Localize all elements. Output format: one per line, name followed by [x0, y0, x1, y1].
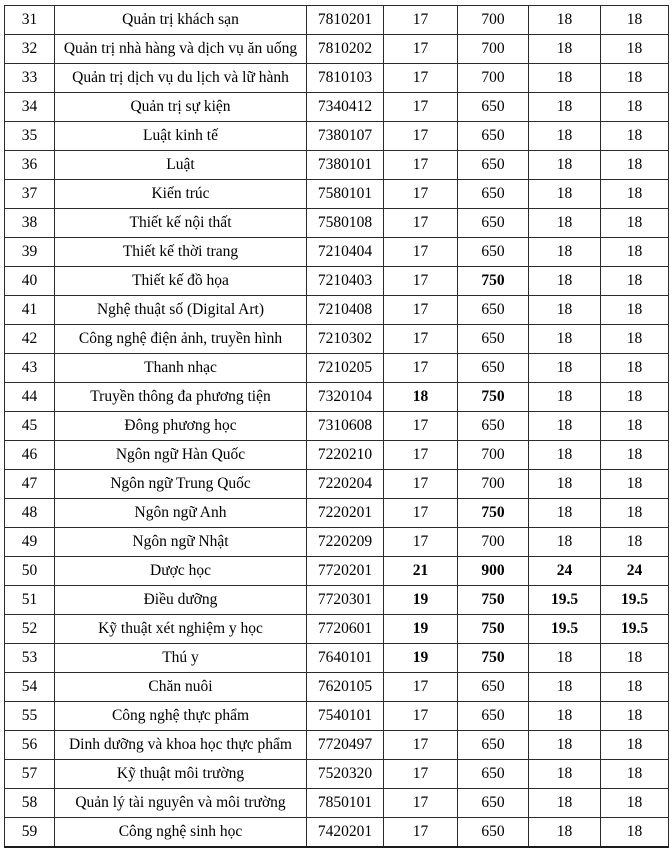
- score-cell-4: 18: [601, 151, 669, 180]
- row-number-cell: 32: [5, 35, 55, 64]
- score-cell-2: 650: [458, 354, 529, 383]
- row-number-cell: 54: [5, 673, 55, 702]
- major-code-cell: 7720497: [307, 731, 384, 760]
- major-name-cell: Kỹ thuật xét nghiệm y học: [55, 615, 307, 644]
- major-name-cell: Thiết kế nội thất: [55, 209, 307, 238]
- major-name-cell: Công nghệ sinh học: [55, 818, 307, 848]
- score-cell-4: 18: [601, 731, 669, 760]
- row-number-cell: 58: [5, 789, 55, 818]
- major-name-cell: Quản trị nhà hàng và dịch vụ ăn uống: [55, 35, 307, 64]
- score-cell-3: 18: [529, 731, 601, 760]
- row-number-cell: 37: [5, 180, 55, 209]
- table-row: [5, 586, 669, 615]
- score-cell-4: 18: [601, 296, 669, 325]
- score-cell-1: 17: [384, 760, 458, 789]
- score-cell-3: 18: [529, 238, 601, 267]
- score-cell-4: 19.5: [601, 586, 669, 615]
- major-code-cell: 7210408: [307, 296, 384, 325]
- score-cell-3: 18: [529, 818, 601, 848]
- row-number-cell: 40: [5, 267, 55, 296]
- major-name-cell: Thanh nhạc: [55, 354, 307, 383]
- score-cell-2: 650: [458, 818, 529, 848]
- row-number-cell: 45: [5, 412, 55, 441]
- score-cell-4: 18: [601, 267, 669, 296]
- score-cell-2: 650: [458, 180, 529, 209]
- major-code-cell: 7810103: [307, 64, 384, 93]
- major-name-cell: Ngôn ngữ Nhật: [55, 528, 307, 557]
- score-cell-1: 17: [384, 470, 458, 499]
- major-code-cell: 7380101: [307, 151, 384, 180]
- table-row: [5, 151, 669, 180]
- score-cell-3: 18: [529, 93, 601, 122]
- score-cell-2: 750: [458, 383, 529, 412]
- score-cell-4: 18: [601, 180, 669, 209]
- score-cell-2: 650: [458, 238, 529, 267]
- row-number-cell: 43: [5, 354, 55, 383]
- major-name-cell: Công nghệ thực phẩm: [55, 702, 307, 731]
- table-row: [5, 180, 669, 209]
- score-cell-3: 18: [529, 673, 601, 702]
- score-cell-1: 17: [384, 325, 458, 354]
- score-cell-2: 650: [458, 789, 529, 818]
- major-name-cell: Điều dưỡng: [55, 586, 307, 615]
- score-cell-3: 18: [529, 122, 601, 151]
- table-row: [5, 412, 669, 441]
- score-cell-3: 18: [529, 267, 601, 296]
- score-cell-2: 650: [458, 412, 529, 441]
- table-row: [5, 644, 669, 673]
- score-cell-1: 17: [384, 151, 458, 180]
- score-cell-3: 18: [529, 644, 601, 673]
- major-code-cell: 7210403: [307, 267, 384, 296]
- table-row: [5, 64, 669, 93]
- score-cell-4: 18: [601, 673, 669, 702]
- score-cell-3: 18: [529, 209, 601, 238]
- table-body: [5, 6, 669, 848]
- major-name-cell: Chăn nuôi: [55, 673, 307, 702]
- table-row: [5, 673, 669, 702]
- row-number-cell: 57: [5, 760, 55, 789]
- row-number-cell: 47: [5, 470, 55, 499]
- score-cell-2: 650: [458, 325, 529, 354]
- major-code-cell: 7340412: [307, 93, 384, 122]
- major-name-cell: Nghệ thuật số (Digital Art): [55, 296, 307, 325]
- score-cell-3: 19.5: [529, 615, 601, 644]
- score-cell-1: 17: [384, 122, 458, 151]
- score-cell-1: 19: [384, 644, 458, 673]
- major-code-cell: 7320104: [307, 383, 384, 412]
- score-cell-4: 18: [601, 64, 669, 93]
- major-code-cell: 7220210: [307, 441, 384, 470]
- score-cell-2: 750: [458, 644, 529, 673]
- major-code-cell: 7620105: [307, 673, 384, 702]
- score-cell-2: 750: [458, 499, 529, 528]
- major-name-cell: Dược học: [55, 557, 307, 586]
- score-cell-1: 17: [384, 93, 458, 122]
- score-cell-4: 18: [601, 818, 669, 848]
- major-code-cell: 7540101: [307, 702, 384, 731]
- table-row: [5, 238, 669, 267]
- table-row: [5, 789, 669, 818]
- major-name-cell: Quản trị dịch vụ du lịch và lữ hành: [55, 64, 307, 93]
- major-name-cell: Luật: [55, 151, 307, 180]
- score-cell-4: 18: [601, 383, 669, 412]
- score-cell-4: 18: [601, 528, 669, 557]
- table-row: [5, 6, 669, 35]
- score-cell-2: 650: [458, 122, 529, 151]
- score-cell-4: 18: [601, 93, 669, 122]
- major-code-cell: 7210205: [307, 354, 384, 383]
- major-code-cell: 7850101: [307, 789, 384, 818]
- score-cell-2: 650: [458, 760, 529, 789]
- major-name-cell: Truyền thông đa phương tiện: [55, 383, 307, 412]
- score-cell-1: 17: [384, 702, 458, 731]
- major-code-cell: 7220209: [307, 528, 384, 557]
- major-name-cell: Công nghệ điện ảnh, truyền hình: [55, 325, 307, 354]
- score-cell-1: 19: [384, 586, 458, 615]
- score-cell-2: 750: [458, 615, 529, 644]
- row-number-cell: 52: [5, 615, 55, 644]
- major-code-cell: 7520320: [307, 760, 384, 789]
- row-number-cell: 56: [5, 731, 55, 760]
- major-code-cell: 7580101: [307, 180, 384, 209]
- major-code-cell: 7310608: [307, 412, 384, 441]
- major-code-cell: 7720601: [307, 615, 384, 644]
- score-cell-2: 700: [458, 6, 529, 35]
- table-row: [5, 441, 669, 470]
- row-number-cell: 41: [5, 296, 55, 325]
- score-cell-1: 17: [384, 354, 458, 383]
- score-cell-3: 18: [529, 354, 601, 383]
- score-cell-3: 18: [529, 6, 601, 35]
- major-code-cell: 7220204: [307, 470, 384, 499]
- row-number-cell: 59: [5, 818, 55, 848]
- table-row: [5, 93, 669, 122]
- major-code-cell: 7810202: [307, 35, 384, 64]
- table-row: [5, 528, 669, 557]
- table-row: [5, 209, 669, 238]
- table-row: [5, 354, 669, 383]
- score-cell-2: 650: [458, 151, 529, 180]
- score-cell-1: 18: [384, 383, 458, 412]
- score-cell-1: 17: [384, 180, 458, 209]
- score-cell-4: 18: [601, 760, 669, 789]
- major-name-cell: Ngôn ngữ Anh: [55, 499, 307, 528]
- major-code-cell: 7220201: [307, 499, 384, 528]
- score-cell-1: 17: [384, 673, 458, 702]
- major-name-cell: Ngôn ngữ Hàn Quốc: [55, 441, 307, 470]
- major-code-cell: 7210302: [307, 325, 384, 354]
- major-code-cell: 7640101: [307, 644, 384, 673]
- score-cell-4: 18: [601, 325, 669, 354]
- major-name-cell: Thiết kế thời trang: [55, 238, 307, 267]
- score-cell-1: 17: [384, 296, 458, 325]
- row-number-cell: 38: [5, 209, 55, 238]
- score-cell-1: 17: [384, 818, 458, 848]
- score-cell-4: 18: [601, 441, 669, 470]
- major-name-cell: Quản trị sự kiện: [55, 93, 307, 122]
- score-cell-3: 18: [529, 296, 601, 325]
- score-cell-3: 18: [529, 325, 601, 354]
- score-cell-2: 700: [458, 64, 529, 93]
- score-cell-4: 18: [601, 354, 669, 383]
- row-number-cell: 35: [5, 122, 55, 151]
- score-cell-4: 18: [601, 789, 669, 818]
- major-code-cell: 7810201: [307, 6, 384, 35]
- score-cell-4: 18: [601, 499, 669, 528]
- table-row: [5, 325, 669, 354]
- admission-scores-table: [4, 5, 669, 848]
- score-cell-1: 17: [384, 412, 458, 441]
- score-cell-4: 24: [601, 557, 669, 586]
- row-number-cell: 53: [5, 644, 55, 673]
- score-cell-3: 18: [529, 470, 601, 499]
- score-cell-4: 18: [601, 470, 669, 499]
- score-cell-3: 18: [529, 383, 601, 412]
- score-cell-2: 650: [458, 93, 529, 122]
- score-cell-2: 650: [458, 731, 529, 760]
- major-name-cell: Thiết kế đồ họa: [55, 267, 307, 296]
- score-cell-2: 750: [458, 267, 529, 296]
- row-number-cell: 34: [5, 93, 55, 122]
- table-row: [5, 470, 669, 499]
- score-cell-2: 700: [458, 528, 529, 557]
- score-cell-4: 18: [601, 412, 669, 441]
- table-row: [5, 296, 669, 325]
- score-cell-4: 19.5: [601, 615, 669, 644]
- table-row: [5, 35, 669, 64]
- table-row: [5, 383, 669, 412]
- row-number-cell: 42: [5, 325, 55, 354]
- major-name-cell: Đông phương học: [55, 412, 307, 441]
- score-cell-3: 18: [529, 64, 601, 93]
- score-cell-4: 18: [601, 702, 669, 731]
- score-cell-2: 650: [458, 209, 529, 238]
- major-code-cell: 7380107: [307, 122, 384, 151]
- score-cell-4: 18: [601, 644, 669, 673]
- row-number-cell: 55: [5, 702, 55, 731]
- table-row: [5, 615, 669, 644]
- score-cell-2: 700: [458, 35, 529, 64]
- score-cell-1: 17: [384, 528, 458, 557]
- score-cell-4: 18: [601, 35, 669, 64]
- score-cell-1: 21: [384, 557, 458, 586]
- major-code-cell: 7420201: [307, 818, 384, 848]
- major-name-cell: Quản trị khách sạn: [55, 6, 307, 35]
- score-cell-1: 17: [384, 441, 458, 470]
- table-row: [5, 731, 669, 760]
- major-name-cell: Kiến trúc: [55, 180, 307, 209]
- score-cell-3: 18: [529, 789, 601, 818]
- row-number-cell: 49: [5, 528, 55, 557]
- score-cell-3: 18: [529, 151, 601, 180]
- major-name-cell: Ngôn ngữ Trung Quốc: [55, 470, 307, 499]
- major-code-cell: 7580108: [307, 209, 384, 238]
- major-code-cell: 7720301: [307, 586, 384, 615]
- row-number-cell: 36: [5, 151, 55, 180]
- row-number-cell: 48: [5, 499, 55, 528]
- major-code-cell: 7210404: [307, 238, 384, 267]
- score-cell-3: 18: [529, 441, 601, 470]
- score-cell-4: 18: [601, 238, 669, 267]
- row-number-cell: 46: [5, 441, 55, 470]
- score-cell-1: 17: [384, 238, 458, 267]
- table-row: [5, 122, 669, 151]
- score-cell-2: 650: [458, 702, 529, 731]
- score-cell-2: 650: [458, 296, 529, 325]
- row-number-cell: 39: [5, 238, 55, 267]
- table-row: [5, 702, 669, 731]
- score-cell-3: 18: [529, 528, 601, 557]
- table-row: [5, 818, 669, 848]
- score-cell-2: 650: [458, 673, 529, 702]
- table-row: [5, 499, 669, 528]
- score-cell-2: 700: [458, 470, 529, 499]
- score-cell-3: 18: [529, 35, 601, 64]
- major-code-cell: 7720201: [307, 557, 384, 586]
- score-cell-1: 19: [384, 615, 458, 644]
- score-cell-4: 18: [601, 6, 669, 35]
- score-cell-3: 24: [529, 557, 601, 586]
- score-cell-3: 18: [529, 760, 601, 789]
- score-cell-2: 900: [458, 557, 529, 586]
- major-name-cell: Dinh dưỡng và khoa học thực phẩm: [55, 731, 307, 760]
- row-number-cell: 51: [5, 586, 55, 615]
- table-row: [5, 267, 669, 296]
- score-cell-2: 750: [458, 586, 529, 615]
- row-number-cell: 31: [5, 6, 55, 35]
- score-cell-4: 18: [601, 122, 669, 151]
- score-cell-3: 18: [529, 702, 601, 731]
- score-cell-1: 17: [384, 35, 458, 64]
- score-cell-1: 17: [384, 789, 458, 818]
- score-cell-1: 17: [384, 6, 458, 35]
- score-cell-2: 700: [458, 441, 529, 470]
- score-cell-4: 18: [601, 209, 669, 238]
- score-cell-1: 17: [384, 64, 458, 93]
- score-cell-1: 17: [384, 209, 458, 238]
- row-number-cell: 44: [5, 383, 55, 412]
- score-cell-3: 18: [529, 499, 601, 528]
- score-cell-3: 18: [529, 180, 601, 209]
- score-cell-1: 17: [384, 499, 458, 528]
- major-name-cell: Kỹ thuật môi trường: [55, 760, 307, 789]
- table-row: [5, 760, 669, 789]
- score-cell-1: 17: [384, 731, 458, 760]
- table-row: [5, 557, 669, 586]
- row-number-cell: 50: [5, 557, 55, 586]
- major-name-cell: Thú y: [55, 644, 307, 673]
- score-cell-3: 18: [529, 412, 601, 441]
- major-name-cell: Quản lý tài nguyên và môi trường: [55, 789, 307, 818]
- major-name-cell: Luật kinh tế: [55, 122, 307, 151]
- score-cell-3: 19.5: [529, 586, 601, 615]
- row-number-cell: 33: [5, 64, 55, 93]
- score-cell-1: 17: [384, 267, 458, 296]
